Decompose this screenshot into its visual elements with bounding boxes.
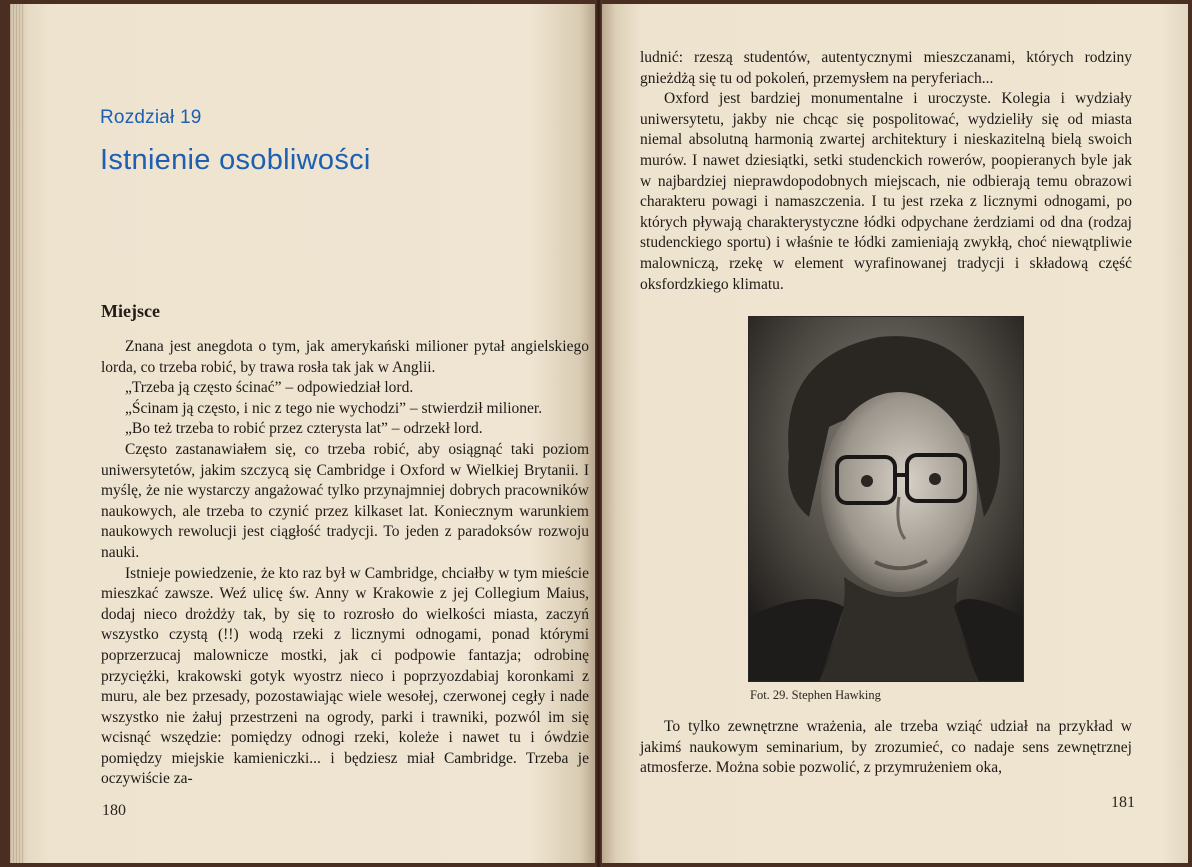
left-page — [10, 4, 595, 863]
chapter-title: Istnienie osobliwości — [100, 144, 371, 176]
paragraph: „Ścinam ją często, i nic z tego nie wychodzi” – stwierdził milioner. — [125, 399, 543, 417]
page-number-left: 180 — [102, 802, 126, 819]
paragraph: Oxford jest bardziej monumentalne i uroczyste. Kolegia i wydziały uniwersytetu, jakby nie chcąc się pospolitować, wydzieliły się od miasta niemal absolutną harmonią zwartej architektury i nieskazitelną bielą swoich murów. I nawet dziesiątki, setki studenckich rowerów, poopieranych byle jak w najbardziej nieprawdopodobnych miejscach, nie odbierają temu obrazowi charakteru powagi i namaszczenia. I tu jest rzeka z licznymi odnogami, po których pływają charakterystyczne łódki odpychane żerdziami od dna (rodzaj studenckiego sportu) i właśnie te łódki zamieniają zwykłą, choć niewątpliwie malowniczą, rzekę w element wyrafinowanej tradycji i składową część oksfordzkiego klimatu. — [640, 90, 1132, 293]
page-edge — [10, 4, 24, 863]
page-number-right: 181 — [1111, 794, 1135, 811]
right-body-text-top — [640, 48, 1132, 295]
paragraph: Istnieje powiedzenie, że kto raz był w Cambridge, chciałby w tym mieście mieszkać zawsze. Weź ulicę św. Anny w Krakowie z jej Collegium Maius, dodaj nieco drożdży tak, by się to rozrosło do wielkości miasta, zaczyń wszystko czystą (!!) wodą rzeki z licznymi odnogami, ponad którymi poprzerzucaj malownicze mostki, jak ci podpowie fantazja; odrobinę przyciężki, krakowski gotyk wyostrz nieco i poprzyozdabiaj koronkami z muru, ale bez przesady, pozostawiając wiele wesołej, czerwonej cegły i nade wszystko nie żałuj przestrzeni na ogrody, parki i trawniki, pozwól im się wcisnąć wszędzie: pomiędzy odnogi rzeki, koleże i nawet tu i ówdzie pomiędzy miejskie kamieniczki... i będziesz miał Cambridge. Trzeba je oczywiście za- — [101, 564, 589, 788]
paragraph: „Trzeba ją często ścinać” – odpowiedział lord. — [125, 379, 414, 397]
paragraph: ludnić: rzeszą studentów, autentycznymi mieszczanami, których rodziny gnieżdżą się tu od pokoleń, przemysłem na peryferiach... — [640, 49, 1132, 87]
right-page — [602, 4, 1188, 863]
paragraph: Znana jest anegdota o tym, jak amerykański milioner pytał angielskiego lorda, co trzeba robić, by trawa rosła tak jak w Anglii. — [101, 338, 589, 376]
photo-caption: Fot. 29. Stephen Hawking — [750, 688, 881, 702]
right-body-text-bottom — [640, 717, 1132, 779]
portrait-photo — [748, 316, 1024, 682]
paragraph: Często zastanawiałem się, co trzeba robić, aby osiągnąć taki poziom uniwersytetów, jakim szczycą się Cambridge i Oxford w Wielkiej Brytanii. I myślę, że nie wystarczy angażować tylko przynajmniej dobrych pracowników naukowych, ale trzeba to czynić przez kilkaset lat. Koniecznym warunkiem naukowych rewolucji jest ciągłość tradycji. To jeden z paradoksów rozwoju nauki. — [101, 440, 589, 561]
chapter-label: Rozdział 19 — [100, 107, 202, 128]
left-body-text — [101, 337, 589, 790]
paragraph: „Bo też trzeba to robić przez czterysta lat” – odrzekł lord. — [125, 420, 483, 438]
paragraph: To tylko zewnętrzne wrażenia, ale trzeba wziąć udział na przykład w jakimś naukowym seminarium, by zrozumieć, co nadaje sens zewnętrznej atmosferze. Można sobie pozwolić, z przymrużeniem oka, — [640, 718, 1132, 777]
book-spine — [595, 0, 602, 867]
portrait-image — [749, 317, 1023, 681]
section-heading: Miejsce — [101, 301, 160, 321]
